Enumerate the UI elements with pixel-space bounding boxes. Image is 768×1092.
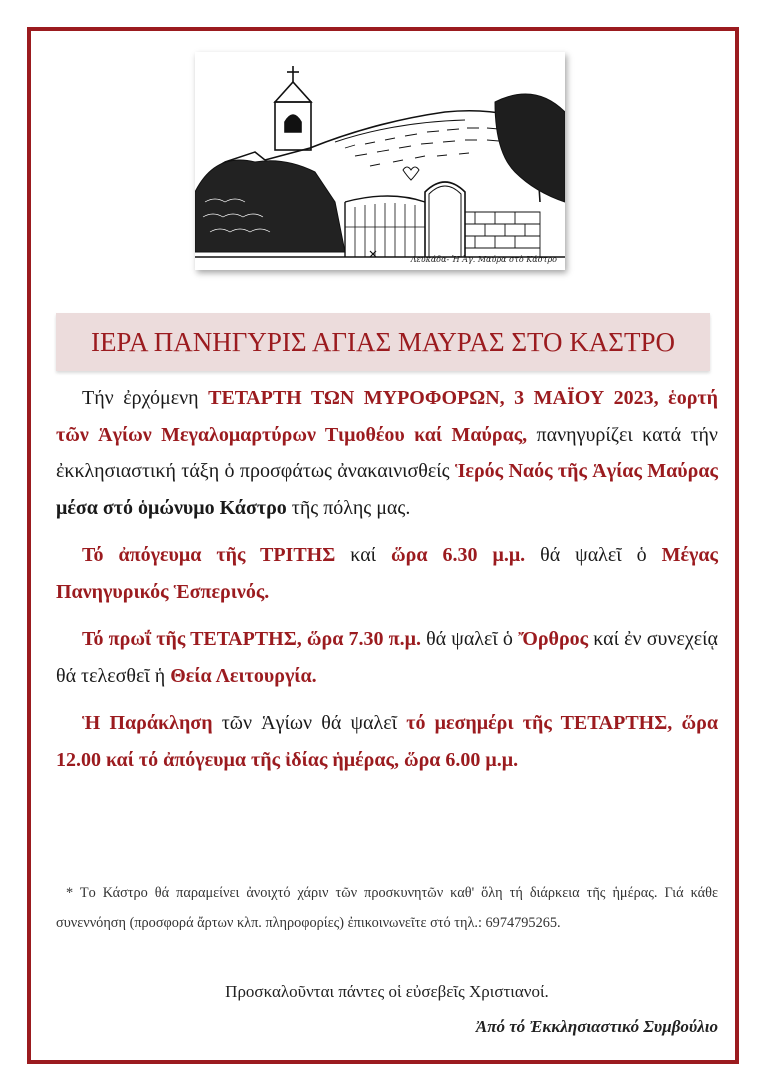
- p2-time: ὥρα 6.30 μ.μ.: [391, 544, 526, 566]
- p1-text-f: τῆς πόλης μας.: [286, 496, 411, 519]
- church-castle-drawing: [195, 52, 565, 270]
- bell-tower: [275, 66, 311, 150]
- page-title: ΙΕΡΑ ΠΑΝΗΓΥΡΙΣ ΑΓΙΑΣ ΜΑΥΡΑΣ ΣΤΟ ΚΑΣΤΡΟ: [90, 327, 676, 357]
- p3-liturgy: Θεία Λειτουργία.: [170, 664, 317, 687]
- paragraph-4: [56, 705, 718, 778]
- p3-orthros: Ὄρθρος: [518, 628, 589, 650]
- p2-text-d: θά ψαλεῖ ὁ: [525, 544, 662, 566]
- paragraph-2: [56, 537, 718, 610]
- footnote-text: * Τo Κάστρο θά παραμείνει ἀνοιχτό χάριν τῶν προσκυνητῶν καθ' ὅλη τή διάρκεια τῆς ἡμέρας. Γιά κάθε συνεννόηση (προσφορά ἄρτων κλπ. πληροφορίες) ἐπικοινωνεῖτε στό τηλ.: 6974795265.: [56, 885, 718, 931]
- drawing-caption: Λευκάδα- Ἡ Ἁγ. Μαύρα στὸ Κάστρο: [410, 255, 557, 264]
- p4-text-b: τῶν Ἁγίων θά ψαλεῖ: [212, 712, 407, 734]
- p4-times: τό μεσημέρι τῆς ΤΕΤΑΡΤΗΣ, ὥρα 12.00 καί τό ἀπόγευμα τῆς ἰδίας ἡμέρας, ὥρα 6.00 μ.μ.: [56, 712, 718, 771]
- p1-text-c: πανηγυρίζει κατά τήν ἐκκλησιαστική τάξη ὁ προσφάτως ἀνακαινισθείς: [56, 423, 718, 482]
- p1-feast: ΤΕΤΑΡΤΗ ΤΩΝ ΜΥΡΟΦΟΡΩΝ, 3 ΜΑΪΟΥ 2023, ἑορτή τῶν Ἁγίων Μεγαλομαρτύρων Τιμοθέου καί Μαύρας,: [56, 387, 718, 446]
- p2-tuesday: Τό ἀπόγευμα τῆς ΤΡΙΤΗΣ: [82, 544, 336, 566]
- p4-paraklesis: Ἡ Παράκληση: [82, 712, 213, 734]
- footnote: [56, 878, 718, 938]
- p1-church-name: Ἱερός Ναός τῆς Ἁγίας Μαύρας: [454, 460, 718, 482]
- signature: Ἀπό τό Ἐκκλησιαστικό Συμβούλιο: [475, 1017, 718, 1036]
- p3-text-d: καί ἐν συνεχείᾳ θά τελεσθεῖ ἡ: [56, 628, 718, 687]
- paragraph-3: [56, 621, 718, 694]
- arched-gate: [345, 182, 465, 257]
- paragraph-1: [56, 380, 718, 526]
- p2-text-b: καί: [335, 544, 392, 566]
- invitation: Προσκαλοῦνται πάντες οἱ εὐσεβεῖς Χριστιανοί.: [225, 982, 549, 1001]
- p2-vespers: Μέγας Πανηγυρικός Ἑσπερινός.: [56, 544, 718, 603]
- announcement-body: [56, 380, 718, 789]
- p1-text-a: Τήν ἐρχόμενη: [82, 387, 209, 409]
- p3-wednesday: Τό πρωΐ τῆς ΤΕΤΑΡΤΗΣ, ὥρα 7.30 π.μ.: [82, 628, 421, 650]
- p3-text-b: θά ψαλεῖ ὁ: [420, 628, 519, 650]
- p1-castle: μέσα στό ὁμώνυμο Κάστρο: [56, 496, 287, 519]
